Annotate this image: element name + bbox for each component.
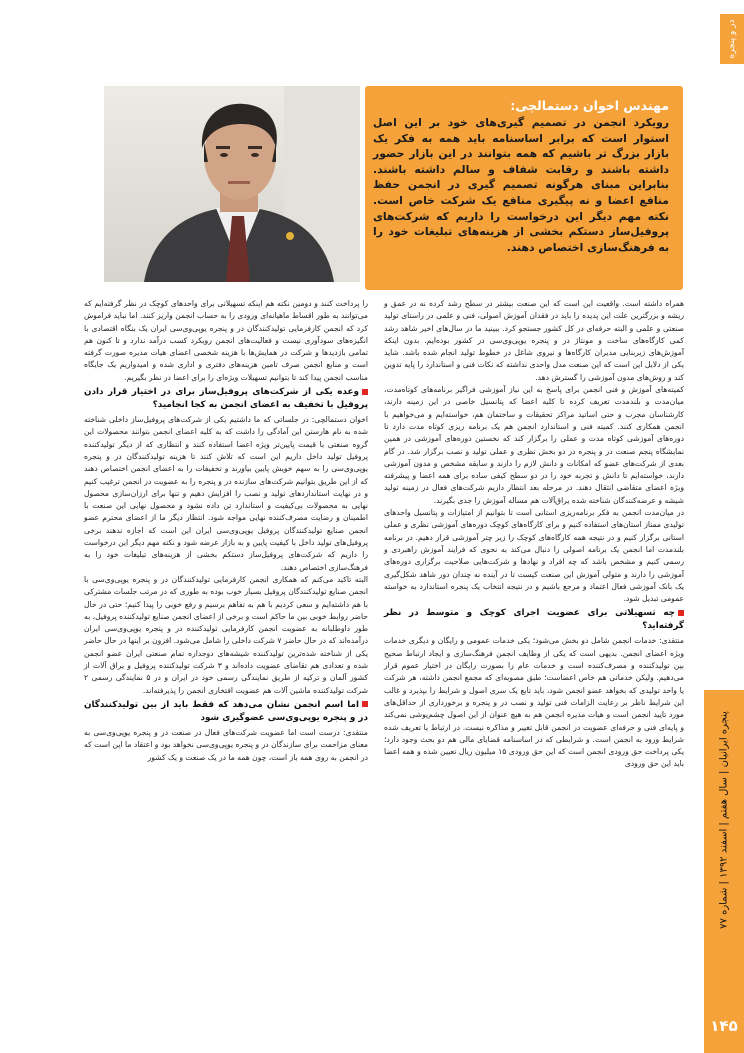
pull-quote-speaker: مهندس اخوان دستمالچی: bbox=[510, 98, 669, 113]
paragraph: منتقدی: خدمات انجمن شامل دو بخش می‌شود؛ یکی خدمات عمومی و رایگان و دیگری خدمات ویژه اعضای انجمن. بدیهی است که یکی از وظایف انجمن فرهنگ‌سازی و ایجاد ارتباط صحیح بین تولیدکننده و مصرف‌کننده است و خدمات عام را بصورت رایگان در اختیار عموم قرار می‌دهیم. ولیکن خدماتی هم خاص اعضاست؛ طبق مصوبه‌ای که مجمع انجمن داشته، هر شرکت یا واحد تولیدی که بخواهد عضو انجمن شود، باید تابع یک سری اصول و شرایط را بپذیرد و غالب این شرایط ناظر بر رعایت الزامات فنی تولید و نصب در و پنجره و برخورداری از حداقل‌های مورد تایید انجمن است و هیات مدیره انجمن هم به هیچ عنوان از این اصول چشم‌پوشی نمی‌کند و پایه‌ای فنی و حرفه‌ای عضویت در انجمن قابل تغییر و مذاکره نیست. در ارتباط با تعریف شده شرایط ورود به انجمن است. و شرایطی که در اساسنامه قضایای مالی هم دو بحث وجود دارد؛ یکی پرداخت حق ورودی انجمن است که این حق ورودی ۱۵ میلیون ریال تعیین شده و همه اعضا باید این حق ورودی bbox=[384, 636, 684, 769]
bullet-square-icon bbox=[678, 610, 684, 616]
bullet-square-icon bbox=[362, 389, 368, 395]
paragraph: را پرداخت کنند و دومین نکته هم اینکه تسهیلاتی برای واحدهای کوچک در نظر گرفته‌ایم که می‌توانند به طور اقساط ماهیانه‌ای ورودی را به حساب انجمن واریز کنند. اما نباید فراموش کرد که انجمن کارفرمایی تولیدکنندگان در و پنجره یوپی‌وی‌سی ایران یک بنگاه اقتصادی با انگیزه‌های سودآوری نیست و فعالیت‌های انجمن رویکرد کسب درآمد ندارد و تا کنون هم تمامی بازدیدها و شرکت در همایش‌ها با هزینه شخصی اعضای هیات مدیره صورت گرفته است و منابع انجمن صرف تامین هزینه‌های دفتری و اداری شده و امیدواریم یک جایگاه مناسب انجمن پیدا کند تا بتوانیم تسهیلات ویژه‌ای را برای اعضا در نظر بگیریم. bbox=[84, 299, 368, 382]
article-column-right bbox=[384, 298, 684, 771]
question-heading-text: چه تسهیلاتی برای عضویت اجرای کوچک و متوسط در نظر گرفته‌اید؟ bbox=[384, 608, 684, 632]
question-heading-text: اما اسم انجمن نشان می‌دهد که فقط باید از بین تولیدکنندگان در و پنجره یوپی‌وی‌سی عضوگیری شود bbox=[84, 699, 368, 723]
speaker-photo bbox=[104, 86, 360, 282]
question-heading bbox=[84, 386, 368, 412]
paragraph: منتقدی: درست است اما عضویت شرکت‌های فعال در صنعت در و پنجره یوپی‌وی‌سی به معنای مزاحمت برای سازندگان در و پنجره یوپی‌وی‌سی نخواهد بود و اعتقاد ما این است که در انجمن به روی همه باز است، چون همه ما در یک صنعت و یک کشور bbox=[84, 727, 368, 762]
paragraph: کمیته‌های آموزش و فنی انجمن برای پاسخ به این نیاز آموزشی فراگیر برنامه‌های کوتاه‌مدت، میان‌مدت و بلندمدت تعریف کرده تا کلیه اعضا که پتانسیل خاصی در این زمینه دارند، کارشناسان مجرب و حتی اساتید مراکز تحقیقات و ساختمان هم، خواسته‌ایم و می‌خواهیم با انجمن همکاری کنند. کمیته فنی و استاندارد انجمن هم یک برنامه ریزی کوتاه مدت دارد تا دوره‌های آموزشی کوتاه مدت و عملی را برگزار کند که نخستین دوره‌های آموزشی در همین نمایشگاه پنجم صنعت در و پنجره در دو بخش نظری و عملی تولید و نصب برگزار شد. در گام بعدی از شرکت‌های عضو که امکانات و دانش لازم را دارند و سابقه مشخص و مدون آموزشی دارند، خواسته‌ایم تا دانش و تجربه خود را در دو سطح کیفی ساده برای همه اعضا و پیشرفته ویژه اعضای متقاضی انتقال دهند. در مرحله بعد انتظار داریم شرکت‌های فعال در زمینه تولید شیشه و عرضه‌کنندگان شناخته شده یراق‌آلات هم مساله آموزش را جدی بگیرند. bbox=[384, 385, 684, 505]
issue-caption: پنجره ایرانیان | سال هفتم | اسفند ۱۳۹۲ | شماره ۷۷ bbox=[718, 711, 730, 929]
section-tab-label: در و پنجره bbox=[727, 19, 737, 59]
question-heading-text: وعده یکی از شرکت‌های پروفیل‌ساز برای در اختیار قرار دادن پروفیل با تخفیف به اعضای انجمن به کجا انجامید؟ bbox=[84, 387, 368, 411]
page-number: ۱۴۵ bbox=[710, 1017, 738, 1035]
bullet-square-icon bbox=[362, 701, 368, 707]
question-heading bbox=[384, 607, 684, 633]
section-tab bbox=[720, 14, 744, 64]
paragraph: اخوان دستمالچی: در جلساتی که ما داشتیم یکی از شرکت‌های پروفیل‌ساز داخلی شناخته شده به نام هارستن این آمادگی را داشت که به کلیه اعضای انجمن بتوانند محصولات این گروه صنعتی با قیمت پایین‌تر ویژه اعضا استفاده کنند و انتظاری که از دیگر تولیدکننده پروفیل تولید داخل داریم این است که تلاش کنند تا هزینه تولیدکنندگان در و پنجره یوپی‌وی‌سی را به سهم خویش پایین بیاورند و تخفیفات را به اعضای انجمن اختصاص دهند که از این طریق بتوانیم شرکت‌های سازنده در و پنجره را به عضویت در انجمن ترغیب کنیم و در نهایت استانداردهای تولید و نصب را افزایش دهیم و تنها برای ارزان‌سازی محصول نهایی به محصولات بی‌کیفیت و استاندارد تن داده نشود و محصول نهایی این صنعت با اطمینان و رضایت مصرف‌کننده نهایی مواجه شود. انتظار دیگر ما از اعضای محترم عضو انجمن صنایع تولیدکنندگان پروفیل یوپی‌وی‌سی ایران این است که اجازه ندهند برخی پروفیل‌های تولید داخل با کیفیت پایین و به بازار عرضه شود و نکته مهم دیگر این درخواست را داریم که شرکت‌های پروفیل‌ساز دستکم بخشی از هزینه‌های تبلیغات خود را به فرهنگ‌سازی اختصاص دهند. bbox=[84, 415, 368, 572]
paragraph: البته تاکید می‌کنم که همکاری انجمن کارفرمایی تولیدکنندگان در و پنجره یوپی‌وی‌سی با انجمن صنایع تولیدکنندگان پروفیل بسیار خوب بوده به طوری که در مرتب جلسات مشترکی با هم داشته‌ایم و سعی کردیم با هم به تفاهم برسیم و رفع خوبی را پیدا کنیم؛ حتی در حال حاضر روابط خوبی بین ما حاکم است و برخی از اعضای انجمن صنایع تولیدکننده پروفیل، به طور داوطلبانه به عضویت انجمن کارفرمایی تولیدکننده در و پنجره یوپی‌وی‌سی ایران درآمده‌اند که در حال حاضر ۷ شرکت داخلی را شامل می‌شود. افزون بر اینها در حال حاضر یکی از شناخته شده‌ترین تولیدکننده شیشه‌های دوجداره تمام صنعتی ایران عضو انجمن شده و تعدادی هم تقاضای عضویت داده‌اند و ۳ شرکت تولیدکننده پروفیل و یراق آلات از کشور آلمان و ترکیه از طریق نمایندگی رسمی خود در ایران و در ۵ نمایندگی رسمی ۲ شرکت تولیدکننده ماشین آلات هم عضویت افتخاری انجمن را پذیرفته‌اند. bbox=[84, 574, 369, 695]
pull-quote-text: رویکرد انجمن در تصمیم گیری‌های خود بر این اصل استوار است که برابر اساسنامه باید همه به فکر یک بازار بزرگ تر باشیم که همه بتوانند در این بازار حضور داشته باشند و رقابت شفاف و سالم داشته باشند. بنابراین مبنای هرگونه تصمیم گیری در انجمن حفظ منافع اعضا و نه پیگیری منافع یک شرکت خاص است. نکته مهم دیگر این درخواست را داریم که شرکت‌های پروفیل‌ساز دستکم بخشی از هزینه‌های تبلیغات خود را به فرهنگ‌سازی اختصاص دهند. bbox=[373, 116, 669, 254]
paragraph: همراه داشته است. واقعیت این است که این صنعت بیشتر در سطح رشد کرده نه در عمق و ریشه و بزرگترین علت این پدیده را باید در فقدان آموزش اصولی، فنی و علمی در راستای تولید صنعتی و علمی و البته حرفه‌ای در کل کشور جستجو کرد. ببینید ما در سال‌های اخیر شاهد رشد کمی کارگاه‌های ساخت و مونتاژ در و پنجره یوپی‌وی‌سی در کشور بوده‌ایم. بدون اینکه آموزش‌های زیربنایی مدیران کارگاه‌ها و نیروی شاغل در خطوط تولید انجام شده باشد. شاید یکی از دلایل این است که این صنعت مدل واحدی نداشته که نکات فنی و استاندارد را پایه تدوین کند و روش‌های مدون آموزشی را گسترش دهد. bbox=[384, 299, 684, 382]
pull-quote-box bbox=[365, 86, 683, 290]
portrait-illustration bbox=[104, 86, 360, 282]
paragraph: در میان‌مدت انجمن به فکر برنامه‌ریزی استانی است تا بتوانیم از امتیازات و پتانسیل واحدهای تولیدی ممتاز استان‌های استفاده کنیم و برای کارگاه‌های کوچک دوره‌های آموزشی نظری و عملی استانی برگزار کنیم و در نتیجه همه کارگاه‌های کوچک را زیر چتر آموزشی قرار دهیم. در برنامه بلندمدت اما انجمن یک برنامه اصولی را دنبال می‌کند به نحوی که فرایند آموزش راهبردی و رسمی کنیم و مشخص باشد که چه افراد و نهادها و شرکت‌هایی صلاحیت برگزاری دوره‌های آموزشی را دارند و متولی آموزش این صنعت کیست تا در آینده نه چندان دور شاهد شکل‌گیری یک بانک آموزشی فعال اعتماد و مرجع باشیم و در نتیجه انتخاب یک پنجره استاندارد به خواسته عمومی تبدیل شود. bbox=[384, 508, 684, 604]
question-heading bbox=[84, 699, 368, 725]
article-column-left bbox=[84, 298, 368, 764]
issue-strip bbox=[704, 690, 744, 1053]
